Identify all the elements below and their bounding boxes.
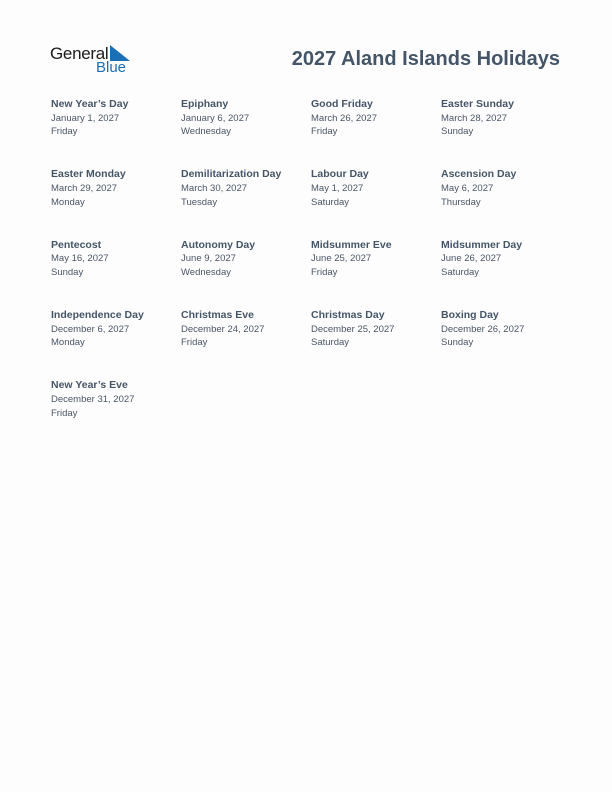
holiday-entry — [441, 168, 571, 238]
generalblue-logo — [50, 42, 140, 78]
holiday-entry — [311, 239, 441, 309]
holiday-weekday: Saturday — [311, 196, 350, 208]
holiday-date: March 26, 2027 — [311, 112, 378, 124]
holiday-weekday: Saturday — [441, 267, 480, 278]
holiday-name: Pentecost — [51, 238, 102, 251]
holiday-name: Good Friday — [311, 98, 373, 110]
holiday-entry — [311, 98, 441, 168]
holiday-name: Christmas Day — [311, 308, 385, 321]
holiday-name: New Year’s Day — [51, 98, 129, 110]
holiday-weekday: Friday — [311, 126, 338, 138]
holiday-name: Ascension Day — [441, 168, 517, 181]
holiday-weekday: Sunday — [441, 126, 474, 138]
holiday-date: June 9, 2027 — [181, 253, 236, 265]
holiday-entry — [311, 168, 441, 238]
logo-word-general: General — [50, 44, 109, 63]
holiday-entry — [181, 98, 311, 168]
holiday-entry — [441, 309, 571, 379]
holiday-weekday: Wednesday — [181, 126, 231, 138]
holiday-date: December 6, 2027 — [51, 323, 130, 335]
holiday-name: Midsummer Eve — [311, 238, 392, 251]
holiday-date: June 25, 2027 — [311, 253, 372, 265]
holiday-weekday: Tuesday — [181, 196, 218, 208]
holiday-weekday: Thursday — [441, 196, 481, 208]
holiday-name: Labour Day — [311, 168, 369, 181]
holiday-entry — [181, 239, 311, 309]
holiday-name: Easter Sunday — [441, 98, 514, 110]
holiday-weekday: Friday — [181, 337, 208, 349]
holiday-weekday: Sunday — [441, 337, 474, 349]
holiday-weekday: Friday — [311, 267, 338, 278]
holiday-name: New Year’s Eve — [51, 379, 128, 392]
holiday-entry — [51, 98, 181, 168]
holiday-date: January 6, 2027 — [181, 112, 250, 124]
holiday-weekday: Sunday — [51, 267, 84, 278]
holiday-date: May 6, 2027 — [441, 183, 494, 194]
holiday-date: March 30, 2027 — [181, 183, 248, 194]
logo-word-blue: Blue — [96, 59, 127, 76]
holiday-date: March 29, 2027 — [51, 183, 118, 194]
holiday-date: December 25, 2027 — [311, 323, 395, 335]
holiday-weekday: Friday — [51, 407, 78, 419]
holiday-weekday: Saturday — [311, 337, 350, 349]
holiday-entry — [311, 309, 441, 379]
holiday-name: Midsummer Day — [441, 238, 523, 251]
holiday-name: Christmas Eve — [181, 308, 254, 321]
holiday-entry — [51, 239, 181, 309]
holiday-date: May 1, 2027 — [311, 183, 364, 194]
holiday-grid — [51, 98, 571, 449]
holiday-entry — [51, 309, 181, 379]
holiday-name: Independence Day — [51, 308, 144, 321]
holiday-date: December 24, 2027 — [181, 323, 265, 335]
holiday-date: December 31, 2027 — [51, 393, 135, 405]
holiday-date: May 16, 2027 — [51, 253, 109, 265]
holiday-entry — [181, 309, 311, 379]
holiday-name: Demilitarization Day — [181, 168, 282, 181]
holiday-weekday: Friday — [51, 126, 78, 138]
holiday-entry — [441, 239, 571, 309]
holiday-entry — [181, 168, 311, 238]
holiday-entry — [51, 168, 181, 238]
holiday-entry — [441, 98, 571, 168]
holiday-name: Epiphany — [181, 98, 229, 110]
holiday-date: January 1, 2027 — [51, 112, 120, 124]
holiday-date: March 28, 2027 — [441, 112, 508, 124]
holiday-weekday: Monday — [51, 196, 85, 208]
holiday-weekday: Monday — [51, 337, 85, 349]
holiday-name: Autonomy Day — [181, 238, 256, 251]
holiday-name: Easter Monday — [51, 168, 126, 181]
holiday-weekday: Wednesday — [181, 267, 231, 278]
holiday-date: June 26, 2027 — [441, 253, 502, 265]
holiday-entry — [51, 379, 181, 449]
holiday-date: December 26, 2027 — [441, 323, 525, 335]
page-title: 2027 Aland Islands Holidays — [291, 48, 560, 70]
holiday-name: Boxing Day — [441, 308, 499, 321]
